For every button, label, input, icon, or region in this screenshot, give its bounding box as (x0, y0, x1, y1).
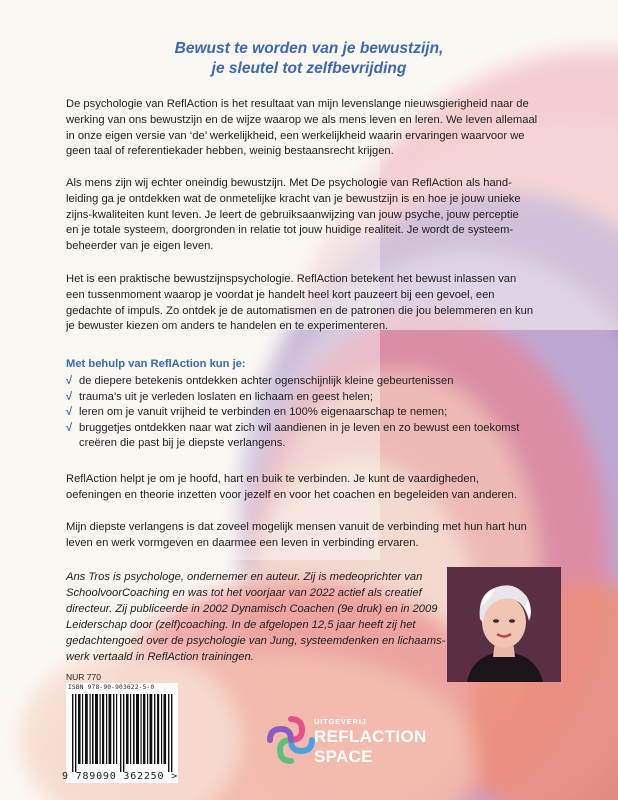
publisher-name-line-2: SPACE (314, 747, 373, 766)
text-line: oefeningen en theorie inzetten voor jezelf en voor het coachen en begeleiden van anderen. (66, 488, 517, 501)
text-line: Ans Tros is psychologe, ondernemer en auteur. Zij is medeoprichter van (66, 571, 423, 583)
nur-code: NUR 770 (66, 672, 101, 682)
text-line: SchoolvoorCoaching en was tot het voorjaar van 2022 actief als creatief (66, 586, 422, 599)
list-item (66, 374, 566, 390)
text-line: gedachte of impuls. Zo ontdek je de automatismen en de patronen die jou belemmeren en kun (66, 304, 534, 317)
paragraph-intro (66, 97, 560, 160)
text-line: een tussenmoment waarop je voordat je handelt heel kort pauzeert bij een gevoel, een (66, 288, 495, 301)
headline-line-2: je sleutel tot zelfbevrijding (211, 60, 407, 77)
headline-line-1: Bewust te worden van je bewustzijn, (174, 40, 444, 57)
list-item-text: trauma’s uit je verleden loslaten en lichaam en geest helen; (79, 390, 373, 403)
isbn-text: ISBN 978-90-903622-5-0 (68, 684, 155, 691)
list-item-text (79, 421, 519, 452)
text-line: in onze eigen versie van ‘de’ werkelijkheid, een werkelijkheid waarin ervaringen waarvoor we (66, 129, 525, 142)
text-line: leven en werk vormgeven en daarmee een leven in verbinding ervaren. (66, 536, 419, 549)
benefits-list (66, 374, 566, 452)
author-photo (447, 567, 561, 682)
checkmark-icon: √ (66, 406, 73, 419)
text-line: beheerder van je eigen leven. (66, 240, 214, 253)
list-item-text: de diepere betekenis ontdekken achter ogenschijnlijk kleine gebeurtenissen (79, 375, 454, 387)
text-line: De psychologie van ReflAction is het resultaat van mijn levenslange nieuwsgierigheid naar de (66, 98, 529, 110)
text-line: geen taal of referentiekader hebben, weinig bestaansrecht krijgen. (66, 145, 394, 158)
text-line: Leiderschap door (zelf)coaching. In de afgelopen 12,5 jaar heeft zij het (66, 618, 416, 631)
checkmark-icon: √ (66, 421, 73, 434)
text-line: Het is een praktische bewustzijnspsychologie. ReflAction betekent het bewust inlassen van (66, 273, 517, 285)
barcode-number: 9 789090 362250 > (62, 771, 178, 782)
list-heading: Met behulp van ReflAction kun je: (66, 358, 246, 370)
checkmark-icon: √ (66, 390, 73, 403)
text-line: gedachtengoed over de psychologie van Jung, systeemdenken en lichaams- (66, 634, 446, 647)
text-line: ReflAction helpt je om je hoofd, hart en buik te verbinden. Je kunt de vaardigheden, (66, 473, 479, 485)
text-line: werk vertaald in ReflAction trainingen. (66, 650, 254, 663)
paragraph-verlangens (66, 520, 560, 552)
text-line: directeur. Zij publiceerde in 2002 Dynamisch Coachen (9e druk) en in 2009 (66, 602, 438, 615)
barcode-bars (72, 694, 176, 772)
list-item (66, 405, 566, 421)
text-line: werking van ons bewustzijn en de wijze waarop we als mens leven en leren. We leven allemaal (66, 113, 538, 126)
list-item (66, 421, 566, 452)
publisher-logo-icon (262, 711, 320, 769)
text-line: bruggetjes ontdekken naar wat zich wil aandienen in je leven en zo bewust een toekomst (79, 421, 520, 434)
text-line: leiding ga je ontdekken wat de onmetelijke kracht van je bewustzijn is en hoe je jouw unieke (66, 192, 521, 205)
paragraph-praktisch (66, 272, 560, 335)
publisher-name-line-1: REFLACTION (314, 727, 427, 746)
publisher-label: UITGEVERIJ (314, 717, 367, 726)
list-item-text: leren om je vanuit vrijheid te verbinden en 100% eigenaarschap te nemen; (79, 406, 448, 419)
paragraph-helpt (66, 472, 560, 504)
text-line: Mijn diepste verlangens is dat zoveel mogelijk mensen vanuit de verbinding met hun hart hun (66, 521, 527, 533)
text-line: zijns-kwaliteiten kunt leven. Je leert de gebruiksaanwijzing van jouw psyche, jouw perceptie (66, 208, 519, 221)
text-line: je bewuster kiezen om anders te handelen en te experimenteren. (66, 320, 389, 333)
text-line: Als mens zijn wij echter oneindig bewustzijn. Met De psychologie van ReflAction als hand- (66, 177, 512, 189)
text-line: en je totale systeem, doorgronden in relatie tot jouw huidige realiteit. Je wordt de systeem- (66, 224, 514, 237)
author-bio (66, 570, 456, 665)
paragraph-bewustzijn (66, 176, 560, 255)
list-item (66, 390, 566, 406)
text-line: creëren die past bij je diepste verlangens. (79, 437, 286, 450)
checkmark-icon: √ (66, 375, 73, 387)
